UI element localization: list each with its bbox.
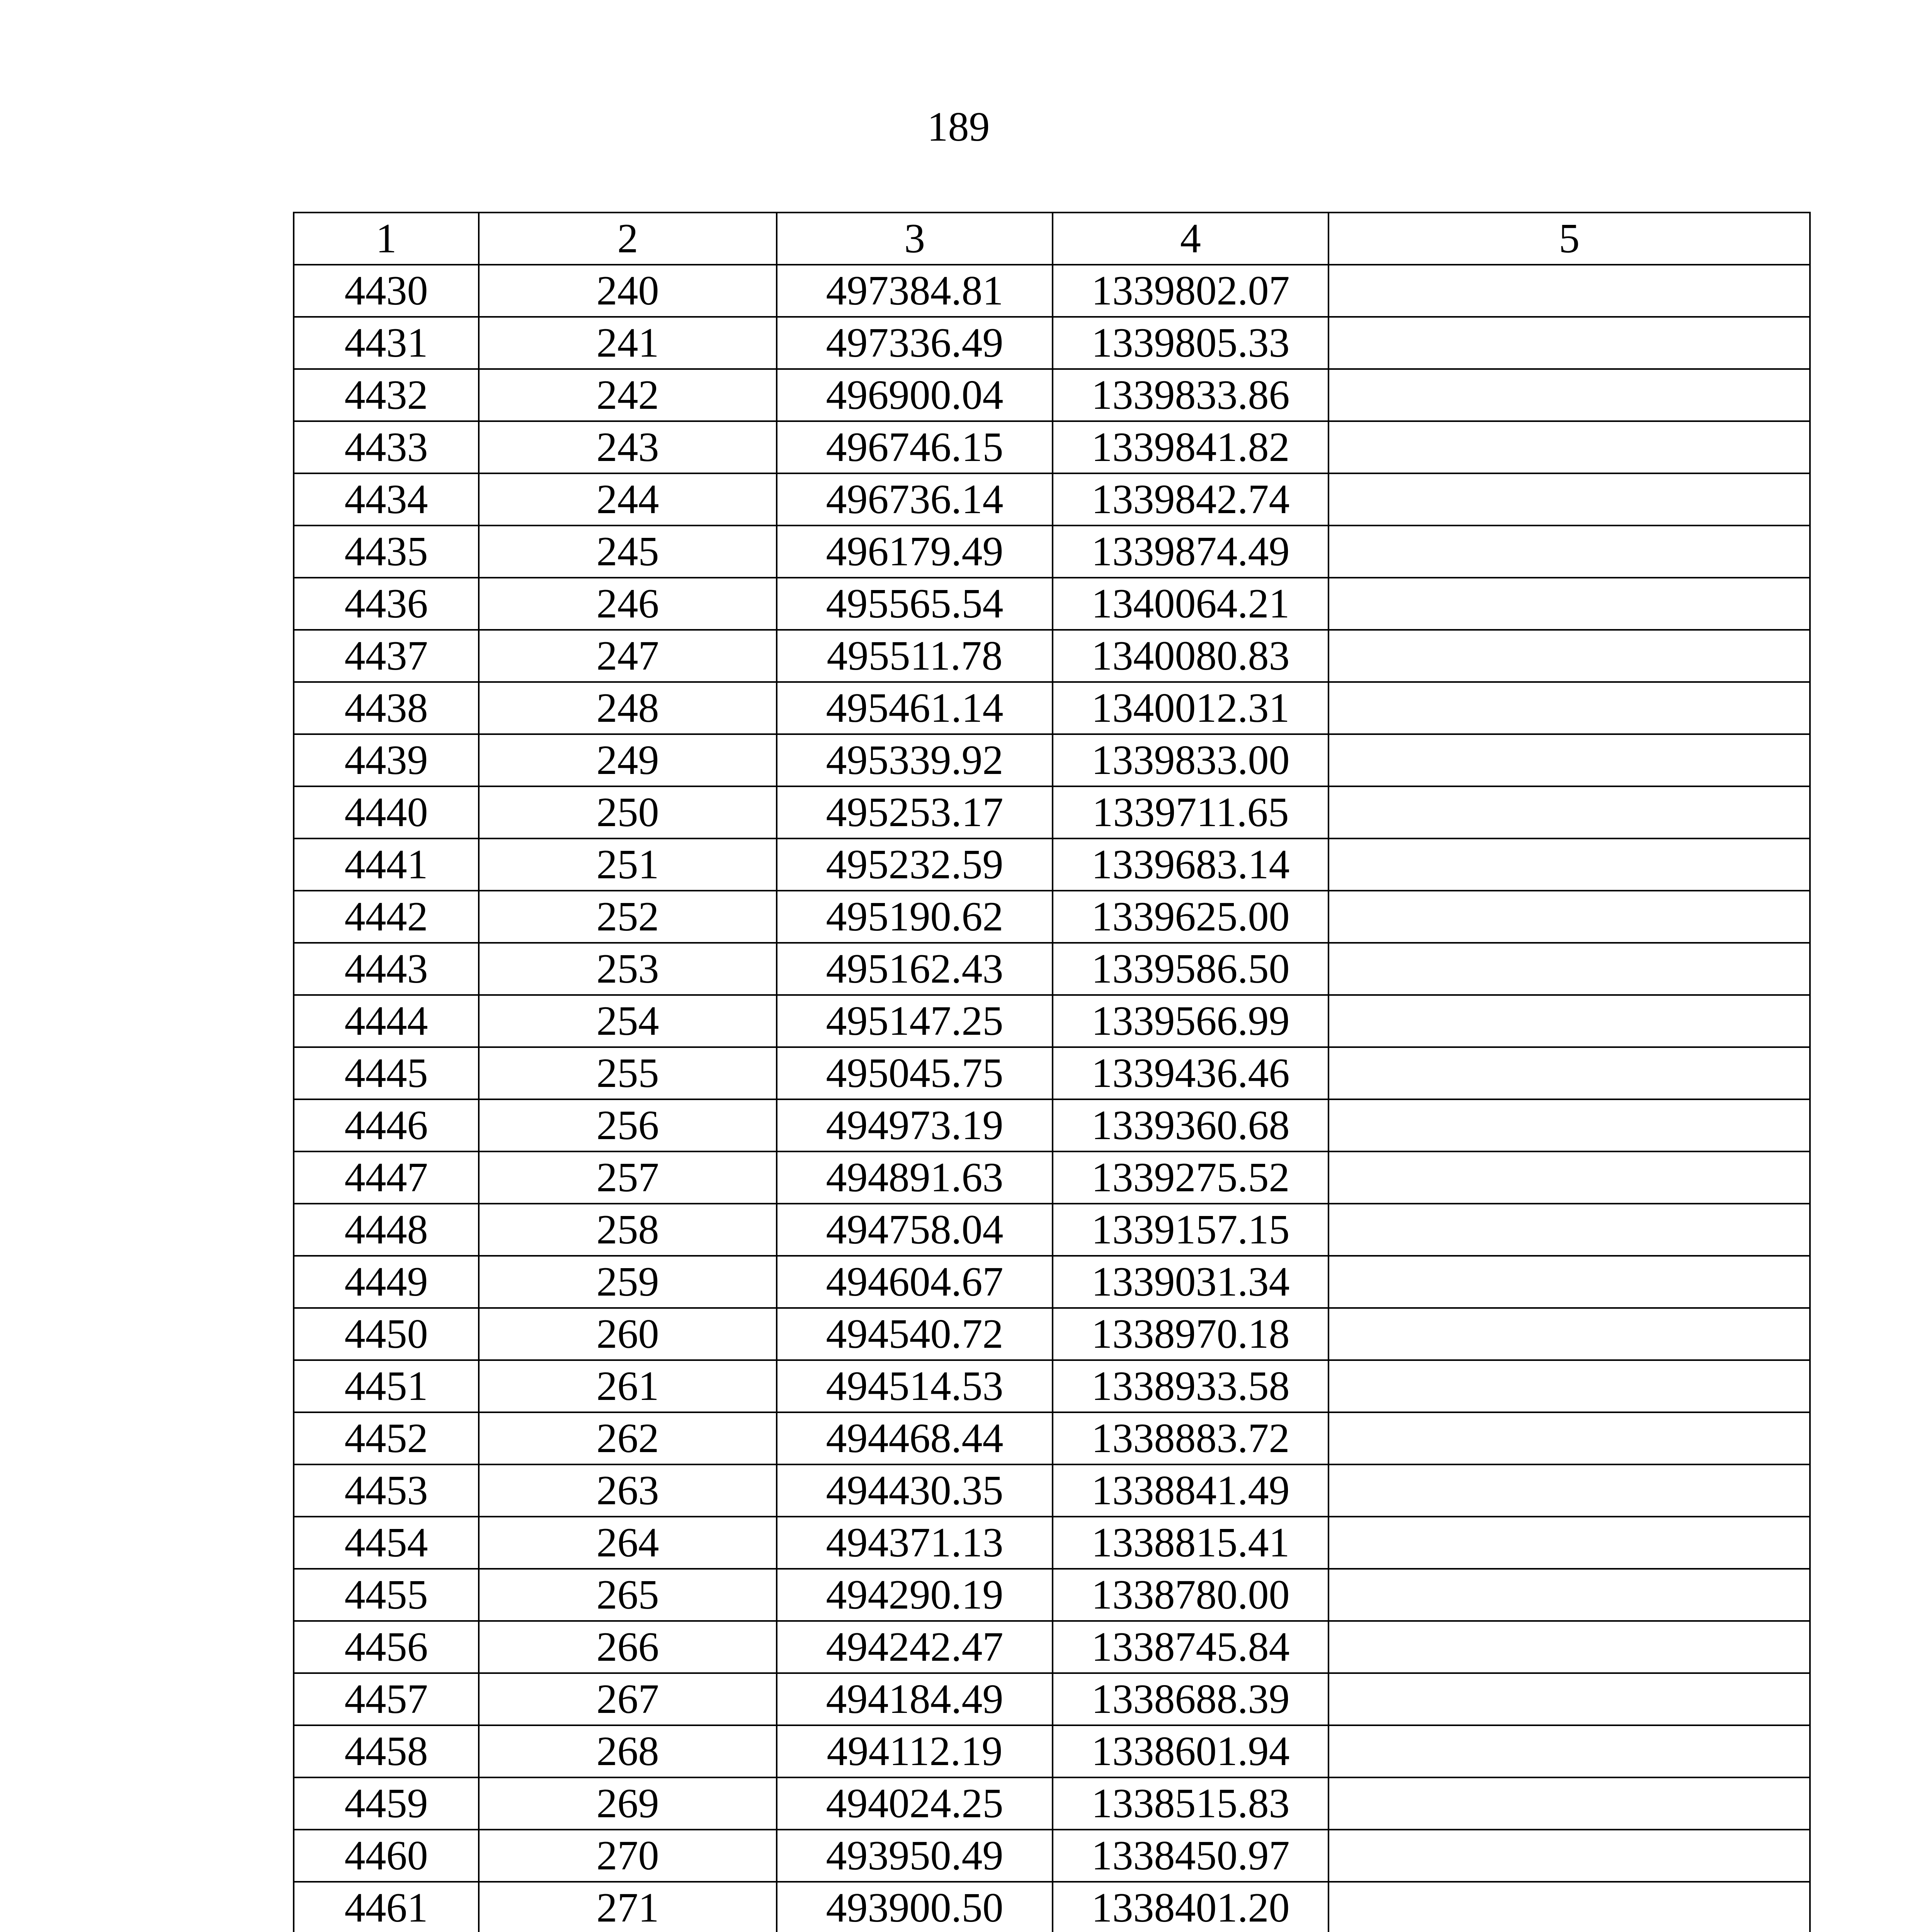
table-cell-col2: 246 [479,578,777,630]
table-cell-col3: 496900.04 [777,369,1053,421]
table-cell-col2: 250 [479,786,777,838]
table-cell-col5 [1328,1882,1810,1932]
table-cell-col3: 495162.43 [777,943,1053,995]
table-cell-col2: 264 [479,1517,777,1569]
table-cell-col1: 4454 [294,1517,479,1569]
column-header-5: 5 [1328,213,1810,265]
table-cell-col1: 4448 [294,1204,479,1256]
table-cell-col4: 1338745.84 [1053,1621,1328,1673]
table-cell-col1: 4435 [294,526,479,578]
table-cell-col3: 494891.63 [777,1151,1053,1204]
table-cell-col1: 4458 [294,1725,479,1777]
table-cell-col5 [1328,265,1810,317]
table-row [294,317,1810,369]
table-row [294,1204,1810,1256]
table-cell-col4: 1339833.86 [1053,369,1328,421]
table-row [294,369,1810,421]
table-cell-col5 [1328,1256,1810,1308]
table-cell-col2: 260 [479,1308,777,1360]
table-row [294,1099,1810,1151]
table-cell-col3: 494540.72 [777,1308,1053,1360]
table-row [294,786,1810,838]
table-cell-col4: 1339566.99 [1053,995,1328,1047]
table-cell-col1: 4452 [294,1412,479,1464]
table-cell-col4: 1339586.50 [1053,943,1328,995]
table-cell-col5 [1328,682,1810,734]
table-cell-col5 [1328,1204,1810,1256]
table-cell-col1: 4444 [294,995,479,1047]
table-cell-col1: 4440 [294,786,479,838]
table-cell-col4: 1339833.00 [1053,734,1328,786]
table-cell-col5 [1328,943,1810,995]
table-cell-col3: 494468.44 [777,1412,1053,1464]
table-row [294,630,1810,682]
table-body [294,265,1810,1932]
table-row [294,1830,1810,1882]
table-cell-col4: 1339157.15 [1053,1204,1328,1256]
table-cell-col1: 4450 [294,1308,479,1360]
table-cell-col2: 270 [479,1830,777,1882]
table-cell-col5 [1328,630,1810,682]
coordinates-table [293,212,1811,1932]
table-cell-col2: 256 [479,1099,777,1151]
table-cell-col5 [1328,1569,1810,1621]
table-cell-col4: 1338401.20 [1053,1882,1328,1932]
table-cell-col1: 4441 [294,838,479,891]
table-row [294,1308,1810,1360]
table-cell-col5 [1328,1725,1810,1777]
table-cell-col2: 255 [479,1047,777,1099]
table-cell-col5 [1328,1360,1810,1412]
table-cell-col5 [1328,473,1810,526]
table-cell-col5 [1328,526,1810,578]
table-cell-col3: 494604.67 [777,1256,1053,1308]
table-cell-col1: 4446 [294,1099,479,1151]
table-cell-col2: 267 [479,1673,777,1725]
table-cell-col5 [1328,1047,1810,1099]
table-row [294,1047,1810,1099]
table-cell-col1: 4445 [294,1047,479,1099]
table-cell-col5 [1328,578,1810,630]
table-cell-col3: 494112.19 [777,1725,1053,1777]
table-cell-col5 [1328,1830,1810,1882]
table-cell-col2: 251 [479,838,777,891]
table-cell-col1: 4455 [294,1569,479,1621]
table-row [294,1673,1810,1725]
table-cell-col1: 4456 [294,1621,479,1673]
table-cell-col3: 495190.62 [777,891,1053,943]
table-cell-col3: 494290.19 [777,1569,1053,1621]
table-row [294,265,1810,317]
table-cell-col3: 496736.14 [777,473,1053,526]
table-cell-col1: 4438 [294,682,479,734]
table-cell-col2: 265 [479,1569,777,1621]
table-cell-col3: 495461.14 [777,682,1053,734]
table-cell-col1: 4451 [294,1360,479,1412]
table-cell-col3: 494973.19 [777,1099,1053,1151]
table-cell-col5 [1328,1308,1810,1360]
table-cell-col3: 494430.35 [777,1464,1053,1517]
table-cell-col1: 4443 [294,943,479,995]
table-row [294,734,1810,786]
table-row [294,1464,1810,1517]
table-cell-col4: 1338815.41 [1053,1517,1328,1569]
table-cell-col4: 1339874.49 [1053,526,1328,578]
table-cell-col1: 4461 [294,1882,479,1932]
table-cell-col5 [1328,1099,1810,1151]
table-cell-col5 [1328,891,1810,943]
table-cell-col5 [1328,1673,1810,1725]
table-cell-col5 [1328,1777,1810,1830]
table-row [294,682,1810,734]
table-cell-col2: 269 [479,1777,777,1830]
table-cell-col4: 1338970.18 [1053,1308,1328,1360]
table-cell-col4: 1339802.07 [1053,265,1328,317]
table-cell-col3: 493900.50 [777,1882,1053,1932]
table-row [294,1151,1810,1204]
table-cell-col4: 1339711.65 [1053,786,1328,838]
table-cell-col4: 1339625.00 [1053,891,1328,943]
table-cell-col1: 4437 [294,630,479,682]
table-cell-col3: 494514.53 [777,1360,1053,1412]
table-cell-col4: 1339805.33 [1053,317,1328,369]
column-header-4: 4 [1053,213,1328,265]
table-cell-col3: 494024.25 [777,1777,1053,1830]
table-cell-col5 [1328,421,1810,473]
table-cell-col3: 494758.04 [777,1204,1053,1256]
table-cell-col4: 1339031.34 [1053,1256,1328,1308]
column-header-3: 3 [777,213,1053,265]
table-cell-col2: 244 [479,473,777,526]
table-row [294,526,1810,578]
table-cell-col4: 1340012.31 [1053,682,1328,734]
table-cell-col2: 242 [479,369,777,421]
table-cell-col2: 254 [479,995,777,1047]
table-cell-col2: 261 [479,1360,777,1412]
table-cell-col3: 495511.78 [777,630,1053,682]
column-header-2: 2 [479,213,777,265]
table-cell-col2: 259 [479,1256,777,1308]
table-cell-col4: 1338933.58 [1053,1360,1328,1412]
table-row [294,578,1810,630]
table-cell-col3: 497336.49 [777,317,1053,369]
table-cell-col2: 249 [479,734,777,786]
table-row [294,1725,1810,1777]
table-cell-col3: 495253.17 [777,786,1053,838]
table-cell-col1: 4432 [294,369,479,421]
table-cell-col2: 247 [479,630,777,682]
table-cell-col5 [1328,838,1810,891]
table-cell-col2: 241 [479,317,777,369]
table-cell-col4: 1339275.52 [1053,1151,1328,1204]
table-cell-col3: 495147.25 [777,995,1053,1047]
table-cell-col1: 4449 [294,1256,479,1308]
table-row [294,1777,1810,1830]
table-cell-col3: 494184.49 [777,1673,1053,1725]
table-cell-col2: 268 [479,1725,777,1777]
table-row [294,1517,1810,1569]
table-cell-col2: 262 [479,1412,777,1464]
table-cell-col1: 4433 [294,421,479,473]
table-cell-col5 [1328,995,1810,1047]
table-cell-col1: 4457 [294,1673,479,1725]
table-cell-col1: 4447 [294,1151,479,1204]
table-cell-col4: 1338601.94 [1053,1725,1328,1777]
table-cell-col3: 496179.49 [777,526,1053,578]
table-cell-col2: 271 [479,1882,777,1932]
table-row [294,1569,1810,1621]
table-cell-col4: 1338883.72 [1053,1412,1328,1464]
table-cell-col1: 4459 [294,1777,479,1830]
table-cell-col5 [1328,1517,1810,1569]
table-cell-col5 [1328,369,1810,421]
table-row [294,1256,1810,1308]
table-row [294,473,1810,526]
table-cell-col5 [1328,1621,1810,1673]
table-row [294,1882,1810,1932]
table-cell-col3: 495045.75 [777,1047,1053,1099]
table-row [294,943,1810,995]
page-number: 189 [927,104,990,150]
table-row [294,421,1810,473]
table-row [294,838,1810,891]
table-row [294,1360,1810,1412]
table-cell-col4: 1340064.21 [1053,578,1328,630]
table-cell-col4: 1339842.74 [1053,473,1328,526]
table-cell-col1: 4439 [294,734,479,786]
table-cell-col1: 4453 [294,1464,479,1517]
table-cell-col2: 243 [479,421,777,473]
table-row [294,1621,1810,1673]
table-cell-col2: 266 [479,1621,777,1673]
table-cell-col5 [1328,1412,1810,1464]
table-cell-col4: 1339683.14 [1053,838,1328,891]
table-cell-col1: 4436 [294,578,479,630]
column-header-1: 1 [294,213,479,265]
table-cell-col4: 1338841.49 [1053,1464,1328,1517]
table-cell-col5 [1328,1151,1810,1204]
table-cell-col4: 1339360.68 [1053,1099,1328,1151]
table-cell-col3: 495232.59 [777,838,1053,891]
table-cell-col2: 257 [479,1151,777,1204]
table-cell-col5 [1328,317,1810,369]
table-cell-col1: 4431 [294,317,479,369]
table-cell-col1: 4430 [294,265,479,317]
table-cell-col3: 494242.47 [777,1621,1053,1673]
table-cell-col5 [1328,786,1810,838]
table-cell-col1: 4434 [294,473,479,526]
table-cell-col3: 496746.15 [777,421,1053,473]
table-cell-col2: 252 [479,891,777,943]
table-cell-col4: 1338688.39 [1053,1673,1328,1725]
table-cell-col3: 493950.49 [777,1830,1053,1882]
table-cell-col4: 1339436.46 [1053,1047,1328,1099]
table-cell-col4: 1338515.83 [1053,1777,1328,1830]
table-cell-col3: 495565.54 [777,578,1053,630]
table-cell-col2: 253 [479,943,777,995]
table-cell-col4: 1338450.97 [1053,1830,1328,1882]
table-cell-col3: 495339.92 [777,734,1053,786]
table-cell-col3: 497384.81 [777,265,1053,317]
table-cell-col2: 263 [479,1464,777,1517]
table-header-row [294,213,1810,265]
table-cell-col2: 258 [479,1204,777,1256]
table-cell-col1: 4442 [294,891,479,943]
table-cell-col4: 1339841.82 [1053,421,1328,473]
table-cell-col2: 248 [479,682,777,734]
table-cell-col3: 494371.13 [777,1517,1053,1569]
table-cell-col5 [1328,734,1810,786]
table-row [294,1412,1810,1464]
table-row [294,995,1810,1047]
table-cell-col2: 240 [479,265,777,317]
table-cell-col4: 1338780.00 [1053,1569,1328,1621]
table-row [294,891,1810,943]
table-cell-col2: 245 [479,526,777,578]
table-cell-col5 [1328,1464,1810,1517]
table-cell-col1: 4460 [294,1830,479,1882]
table-cell-col4: 1340080.83 [1053,630,1328,682]
